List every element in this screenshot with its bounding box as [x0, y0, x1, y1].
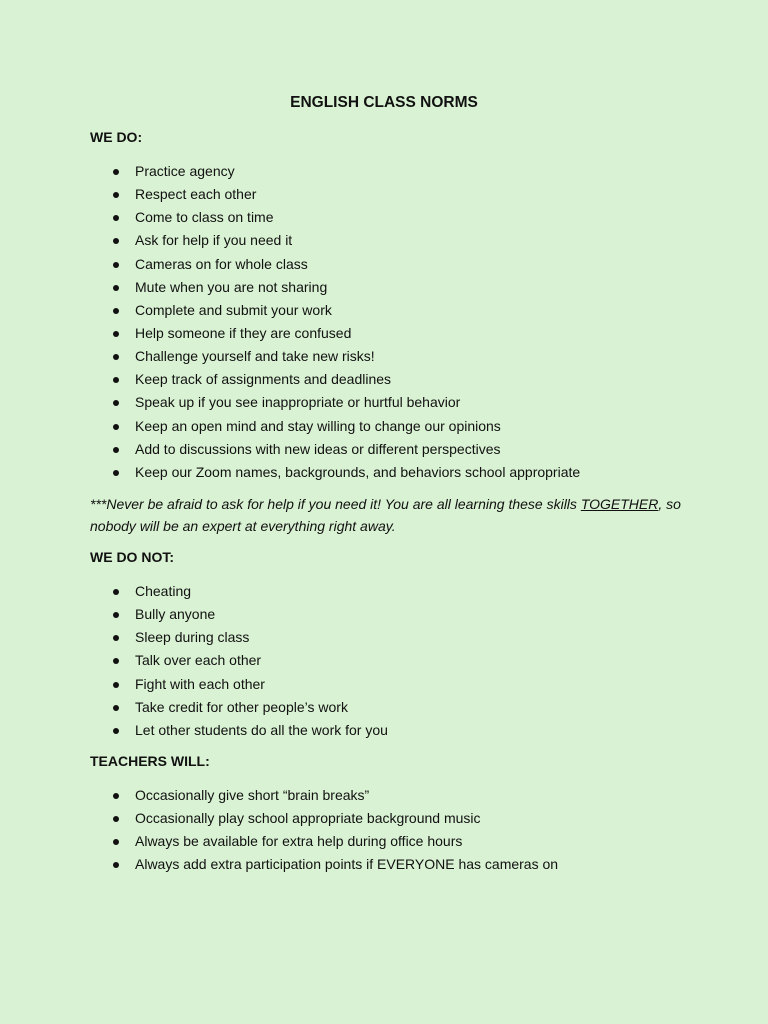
we-do-item: [0, 183, 768, 206]
teachers-will-list: [0, 784, 768, 877]
bullet-dot-icon: [113, 589, 119, 595]
bullet-dot-icon: [113, 400, 119, 406]
document-title: ENGLISH CLASS NORMS: [290, 94, 478, 111]
bullet-dot-icon: [113, 424, 119, 430]
list-item-text: Help someone if they are confused: [135, 324, 352, 341]
we-do-not-item: [0, 696, 768, 719]
bullet-dot-icon: [113, 169, 119, 175]
list-item-text: Take credit for other people’s work: [135, 698, 348, 715]
bullet-dot-icon: [113, 682, 119, 688]
bullet-dot-icon: [113, 192, 119, 198]
list-item-text: Occasionally give short “brain breaks”: [135, 787, 370, 803]
we-do-not-item: [0, 673, 768, 696]
bullet-dot-icon: [113, 377, 119, 383]
we-do-item: [0, 160, 768, 183]
bullet-dot-icon: [113, 793, 119, 799]
list-item-text: Keep track of assignments and deadlines: [135, 371, 392, 388]
teachers-will-item: [0, 784, 768, 807]
we-do-not-heading: WE DO NOT:: [90, 549, 174, 565]
bullet-dot-icon: [113, 331, 119, 337]
bullet-dot-icon: [113, 862, 119, 868]
list-item-text: Keep our Zoom names, backgrounds, and behaviors school appropriate: [135, 463, 581, 480]
list-item-text: Always add extra participation points if EVERYONE has cameras on: [135, 856, 559, 873]
list-item-text: Challenge yourself and take new risks!: [135, 348, 375, 365]
we-do-item: [0, 276, 768, 299]
we-do-item: [0, 345, 768, 368]
list-item-text: Occasionally play school appropriate background music: [135, 810, 481, 827]
list-item-text: Always be available for extra help during office hours: [135, 833, 463, 850]
note-emphasis: TOGETHER: [580, 496, 659, 512]
teachers-will-item: [0, 830, 768, 853]
encouragement-note: [90, 493, 690, 537]
we-do-not-item: [0, 719, 768, 742]
teachers-will-heading: TEACHERS WILL:: [90, 753, 210, 769]
we-do-list: [0, 160, 768, 484]
list-item-text: Fight with each other: [135, 675, 265, 692]
we-do-not-item: [0, 603, 768, 626]
we-do-item: [0, 461, 768, 484]
list-item-text: Keep an open mind and stay willing to change our opinions: [135, 417, 501, 434]
bullet-dot-icon: [113, 470, 119, 476]
bullet-dot-icon: [113, 285, 119, 291]
list-item-text: Cameras on for whole class: [135, 255, 308, 272]
we-do-item: [0, 299, 768, 322]
list-item-text: Bully anyone: [135, 606, 216, 623]
we-do-item: [0, 368, 768, 391]
we-do-item: [0, 229, 768, 252]
bullet-dot-icon: [113, 308, 119, 314]
list-item-text: Practice agency: [135, 163, 235, 179]
bullet-dot-icon: [113, 354, 119, 360]
we-do-not-item: [0, 626, 768, 649]
we-do-item: [0, 253, 768, 276]
list-item-text: Mute when you are not sharing: [135, 278, 328, 295]
teachers-will-item: [0, 853, 768, 876]
we-do-heading: WE DO:: [90, 129, 143, 145]
bullet-dot-icon: [113, 839, 119, 845]
we-do-item: [0, 391, 768, 414]
list-item-text: Let other students do all the work for you: [135, 721, 388, 738]
list-item-text: Sleep during class: [135, 629, 250, 646]
list-item-text: Add to discussions with new ideas or different perspectives: [135, 440, 501, 457]
list-item-text: Speak up if you see inappropriate or hurtful behavior: [135, 394, 461, 411]
bullet-dot-icon: [113, 816, 119, 822]
note-text-end: , so nobody will be an expert at everything right away.: [90, 496, 681, 534]
list-item-text: Complete and submit your work: [135, 301, 332, 318]
bullet-dot-icon: [113, 447, 119, 453]
list-item-text: Talk over each other: [135, 652, 262, 669]
bullet-dot-icon: [113, 635, 119, 641]
list-item-text: Ask for help if you need it: [135, 232, 293, 249]
list-item-text: Respect each other: [135, 186, 257, 203]
note-text-start: ***Never be afraid to ask for help if you need it! You are all learning these skills: [90, 496, 581, 512]
we-do-not-item: [0, 649, 768, 672]
list-item-text: Cheating: [135, 583, 192, 599]
we-do-item: [0, 438, 768, 461]
list-item-text: Come to class on time: [135, 209, 274, 226]
we-do-item: [0, 415, 768, 438]
we-do-not-list: [0, 580, 768, 742]
we-do-item: [0, 322, 768, 345]
bullet-dot-icon: [113, 728, 119, 734]
bullet-dot-icon: [113, 262, 119, 268]
teachers-will-item: [0, 807, 768, 830]
we-do-not-item: [0, 580, 768, 603]
bullet-dot-icon: [113, 215, 119, 221]
bullet-dot-icon: [113, 705, 119, 711]
bullet-dot-icon: [113, 238, 119, 244]
bullet-dot-icon: [113, 658, 119, 664]
bullet-dot-icon: [113, 612, 119, 618]
we-do-item: [0, 206, 768, 229]
